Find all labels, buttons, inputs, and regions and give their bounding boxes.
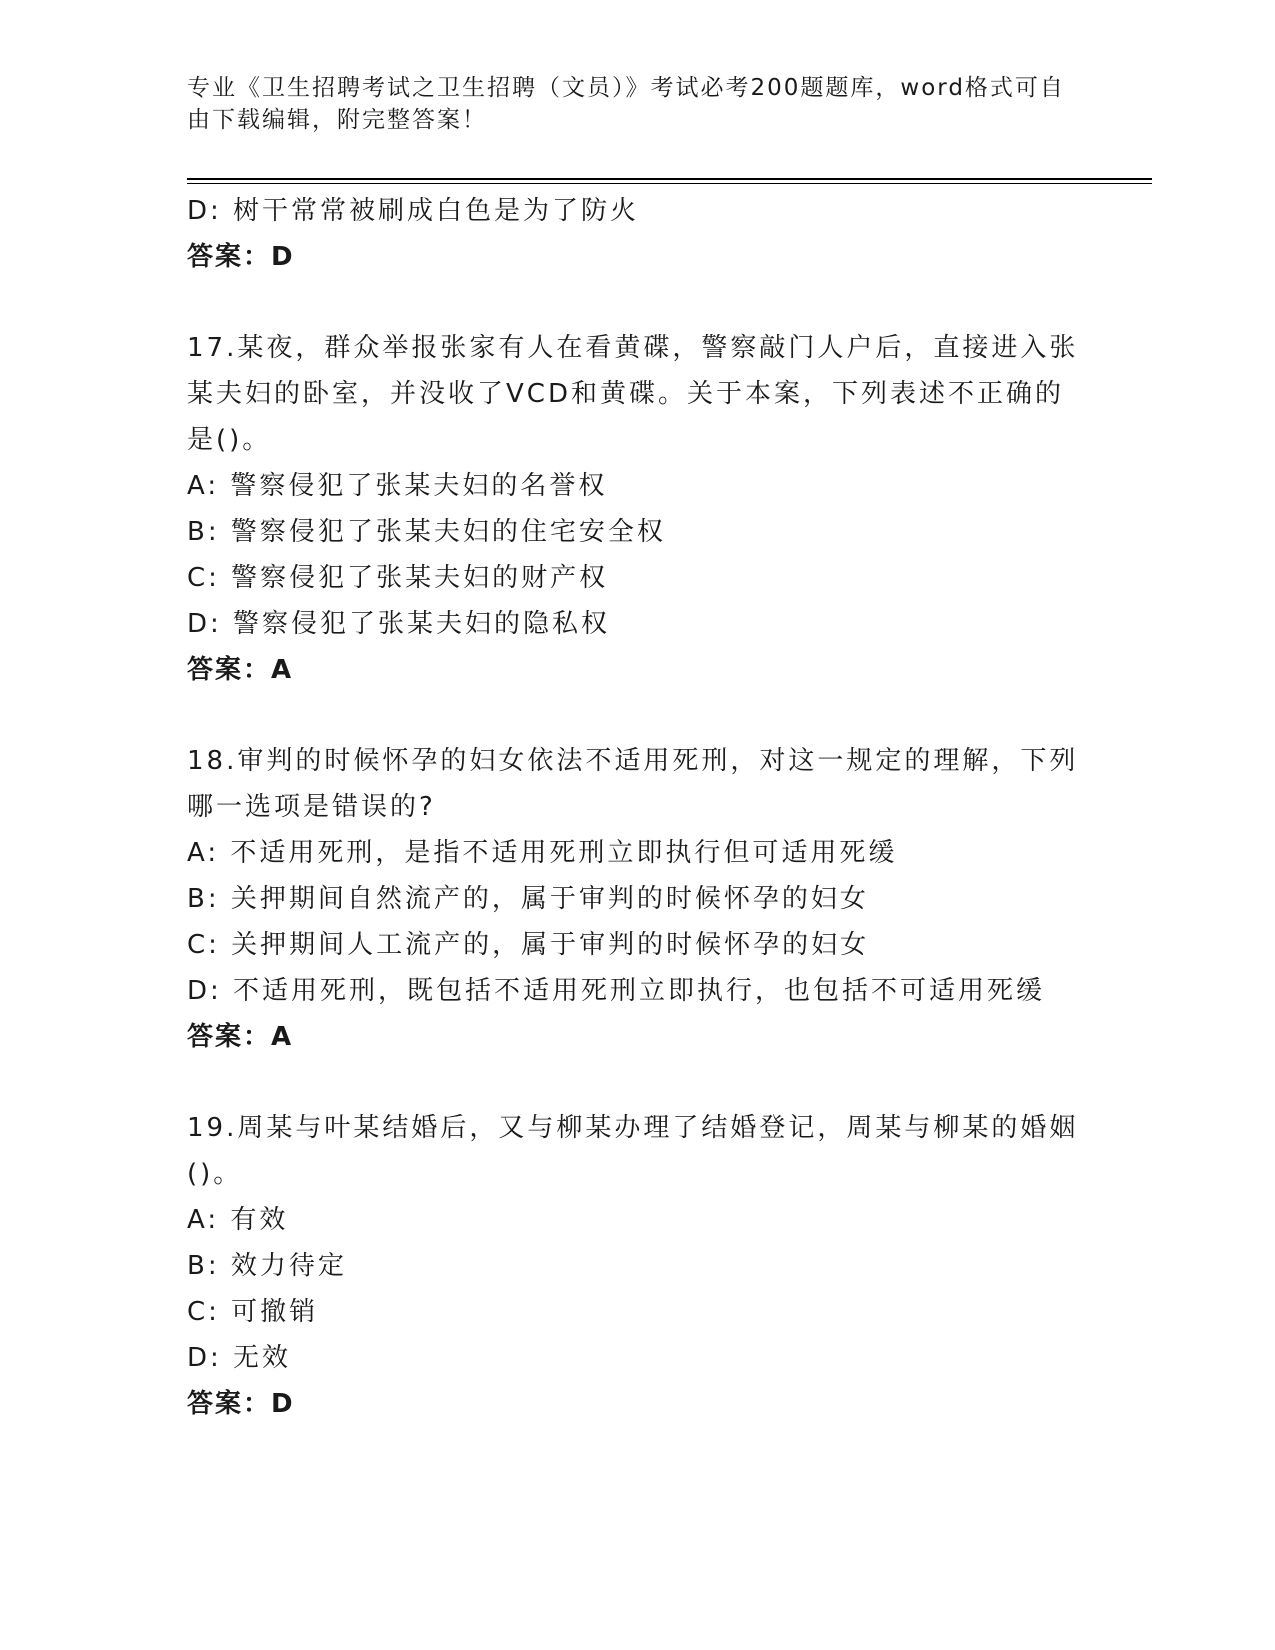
- option-b: B: 关押期间自然流产的，属于审判的时候怀孕的妇女: [187, 884, 869, 914]
- answer: 答案：D: [187, 1389, 295, 1419]
- question-stem-line: 哪一选项是错误的?: [187, 792, 436, 822]
- question-stem-line: 18.审判的时候怀孕的妇女依法不适用死刑，对这一规定的理解，下列: [187, 746, 1079, 776]
- option-d: D: 不适用死刑，既包括不适用死刑立即执行，也包括不可适用死缓: [187, 976, 1046, 1006]
- answer: 答案：A: [187, 655, 294, 685]
- question-stem-line: 19.周某与叶某结婚后，又与柳某办理了结婚登记，周某与柳某的婚姻: [187, 1113, 1079, 1143]
- page-header: [187, 72, 1067, 136]
- option-d: D: 警察侵犯了张某夫妇的隐私权: [187, 609, 611, 639]
- option-d: D: 无效: [187, 1343, 292, 1373]
- prev-option-d: D: 树干常常被刷成白色是为了防火: [187, 196, 640, 226]
- header-rule-thin: [187, 183, 1152, 184]
- option-b: B: 效力待定: [187, 1251, 347, 1281]
- option-a: A: 有效: [187, 1205, 289, 1235]
- question-stem-line: 是()。: [187, 425, 272, 455]
- header-line-1: 专业《卫生招聘考试之卫生招聘（文员）》考试必考200题题库，word格式可自: [187, 75, 1065, 101]
- question-stem-line: 17.某夜，群众举报张家有人在看黄碟，警察敲门人户后，直接进入张: [187, 333, 1079, 363]
- question-stem-line: 某夫妇的卧室，并没收了VCD和黄碟。关于本案，下列表述不正确的: [187, 379, 1064, 409]
- question-18: [187, 738, 1077, 1060]
- option-c: C: 关押期间人工流产的，属于审判的时候怀孕的妇女: [187, 930, 870, 960]
- option-c: C: 可撤销: [187, 1297, 319, 1327]
- answer: 答案：A: [187, 1022, 294, 1052]
- prev-answer: 答案：D: [187, 242, 295, 272]
- question-19: [187, 1105, 1077, 1427]
- option-a: A: 警察侵犯了张某夫妇的名誉权: [187, 471, 608, 501]
- option-c: C: 警察侵犯了张某夫妇的财产权: [187, 563, 609, 593]
- question-list: [187, 188, 1077, 1427]
- question-17: [187, 325, 1077, 693]
- header-rule-thick: [187, 178, 1152, 180]
- option-a: A: 不适用死刑，是指不适用死刑立即执行但可适用死缓: [187, 838, 898, 868]
- question-stem-line: ()。: [187, 1159, 243, 1189]
- option-b: B: 警察侵犯了张某夫妇的住宅安全权: [187, 517, 666, 547]
- header-line-2: 由下载编辑，附完整答案！: [187, 107, 487, 133]
